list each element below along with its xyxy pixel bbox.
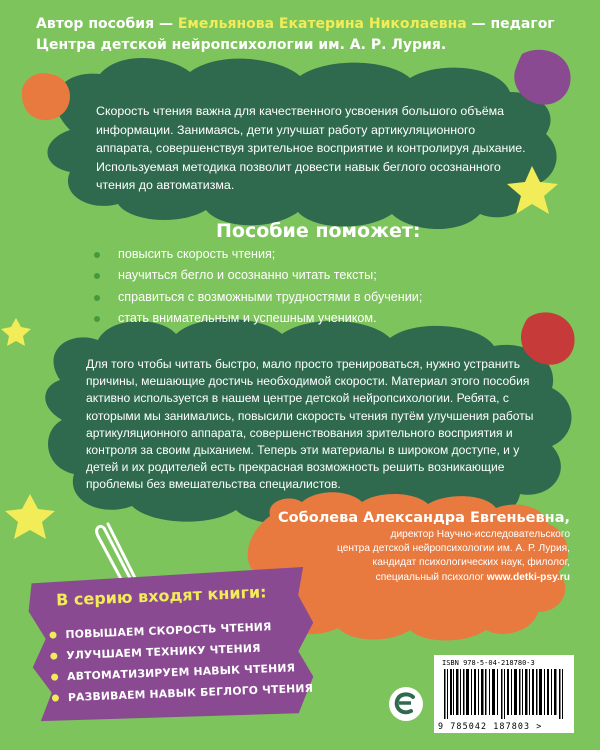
isbn-digits: 9 785042 187803 > — [438, 721, 543, 731]
signature-line: центра детской нейропсихологии им. А. Р. Лурия, — [336, 543, 570, 555]
barcode — [442, 669, 566, 719]
help-title: Пособие поможет: — [216, 220, 421, 242]
list-item-text: УЛУЧШАЕМ ТЕХНИКУ ЧТЕНИЯ — [66, 641, 261, 663]
help-list — [92, 244, 532, 329]
bullet-dot — [51, 673, 58, 680]
intro-text: Скорость чтения важна для качественного усвоения большого объёма информации. Занимаясь, дети улучшат работу артикуляционного аппарата, совершенствуя зрительное восприятие и контролируя дыхание. Используемая методика позволит довести навык беглого осознанного чтения до автоматизма. — [96, 104, 526, 192]
series-card — [25, 564, 321, 725]
series-list — [47, 615, 313, 709]
review-text: Для того чтобы читать быстро, мало просто тренироваться, нужно устранить причины, мешающие достичь необходимой скорости. Материал этого пособия активно используется в нашем центре детской нейропсихологии. Ребята, с которыми мы занимались, повысили скорость чтения путём улучшения работы артикуляционного аппарата, совершенствования зрительного восприятия и контроля за своим дыханием. Теперь эти материалы в широком доступе, и у детей и их родителей есть прекрасная возможность решить возникающие проблемы без вмешательства специалистов. — [86, 357, 534, 492]
star-shape — [5, 494, 55, 539]
bullet-dot — [49, 631, 56, 638]
publisher-logo-icon — [389, 687, 423, 721]
list-item — [92, 265, 532, 286]
isbn-label: ISBN 978-5-04-218780-3 — [442, 659, 535, 667]
isbn-barcode — [434, 655, 574, 733]
author-line — [36, 14, 576, 56]
signature-line: директор Научно-исследовательского — [390, 529, 570, 540]
orange-blob — [22, 73, 70, 120]
bullet-dot — [94, 316, 100, 322]
list-item — [92, 244, 532, 265]
star-shape — [1, 318, 31, 346]
list-item-text: научиться бегло и осознанно читать тексты; — [118, 268, 377, 283]
website-link[interactable]: www.detki-psy.ru — [486, 571, 570, 583]
list-item-text: ПОВЫШАЕМ СКОРОСТЬ ЧТЕНИЯ — [65, 620, 272, 642]
bullet-dot — [94, 252, 100, 258]
signature-line: кандидат психологических наук, филолог, — [372, 557, 570, 569]
signature-name: Соболева Александра Евгеньевна, — [278, 510, 570, 526]
publisher-logo — [389, 687, 423, 721]
list-item-text: повысить скорость чтения; — [118, 247, 276, 261]
signature-line4-prefix: специальный психолог — [375, 571, 487, 583]
series-title: В серию входят книги: — [55, 582, 267, 610]
bullet-dot — [94, 295, 100, 301]
list-item-text: РАЗВИВАЕМ НАВЫК БЕГЛОГО ЧТЕНИЯ — [67, 681, 314, 705]
author-suffix: — педагог Центра детской нейропсихологии им. А. Р. Лурия. — [36, 16, 555, 53]
list-item-text: стать внимательным и успешным учеником. — [118, 310, 377, 325]
author-prefix: Автор пособия — — [36, 16, 178, 32]
list-item — [92, 287, 532, 308]
list-item-text: справиться с возможными трудностями в обучении; — [118, 289, 423, 304]
list-item — [92, 308, 532, 329]
bullet-dot — [52, 694, 59, 701]
bullet-dot — [94, 273, 100, 279]
bullet-dot — [50, 652, 57, 659]
author-name: Емельянова Екатерина Николаевна — [177, 16, 467, 32]
list-item-text: АВТОМАТИЗИРУЕМ НАВЫК ЧТЕНИЯ — [66, 661, 296, 684]
